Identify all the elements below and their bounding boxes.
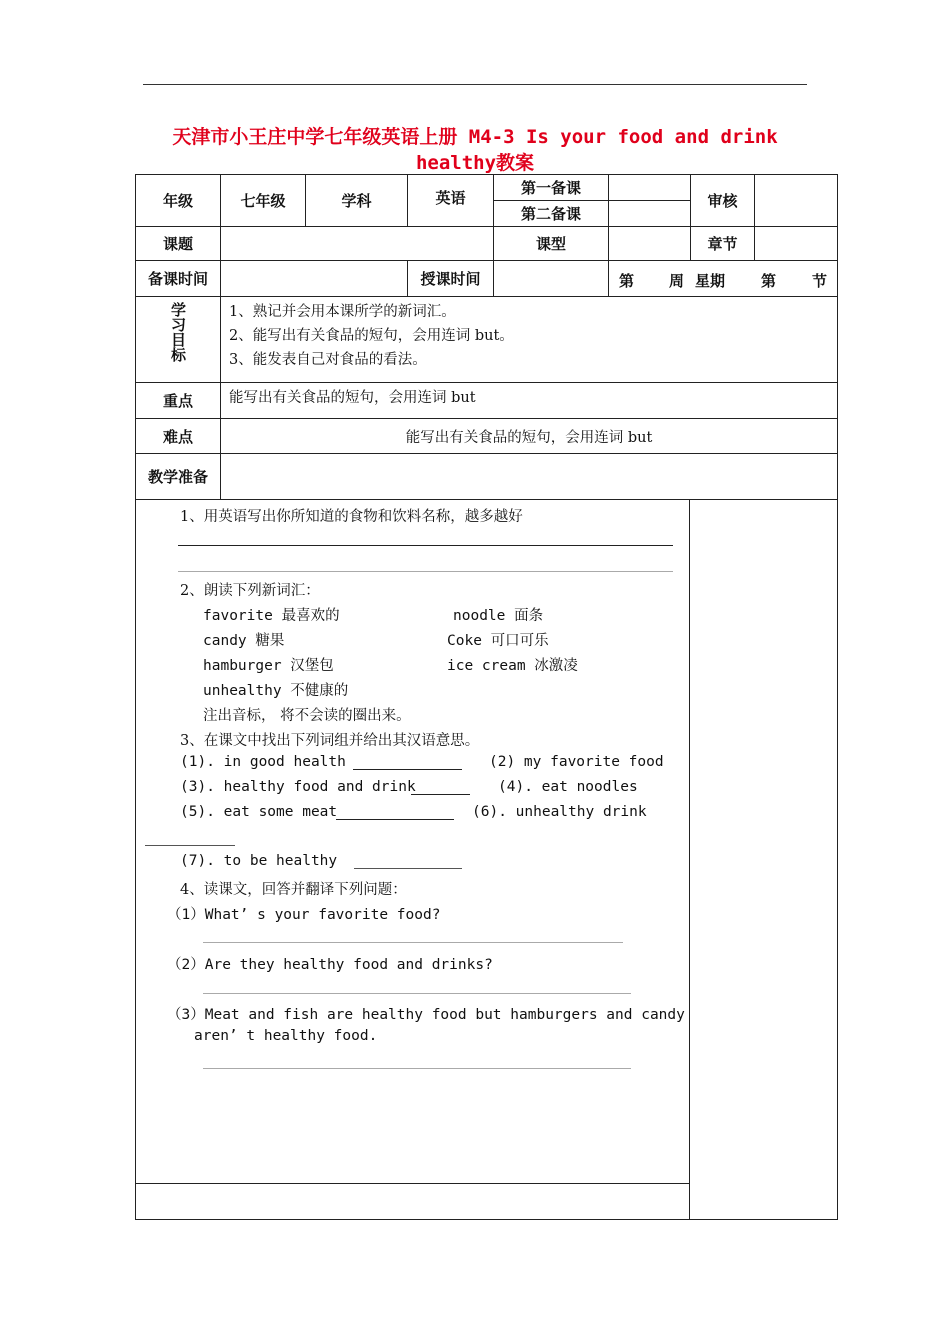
phrase-2: (2) my favorite food (489, 754, 664, 770)
reading-question-2: （2）Are they healthy food and drinks? (167, 957, 493, 973)
question-1: 1、用英语写出你所知道的食物和饮料名称，越多越好 (180, 509, 523, 525)
vocab-note: 注出音标， 将不会读的圈出来。 (203, 708, 411, 724)
lesson-type-label: 课型 (535, 235, 566, 253)
key-point-label: 重点 (162, 392, 193, 410)
phrase-5: (5). eat some meat (180, 804, 338, 820)
question-3: 3、在课文中找出下列词组并给出其汉语意思。 (180, 733, 480, 749)
subject-value: 英语 (435, 188, 466, 207)
title-line-1: 天津市小王庄中学七年级英语上册 M4-3 Is your food and drink (172, 126, 778, 148)
vocab-ice-cream: ice cream 冰激凌 (447, 658, 578, 674)
vocab-coke: Coke 可口可乐 (447, 633, 549, 649)
week-jie: 节 (812, 272, 828, 290)
vocab-favorite: favorite 最喜欢的 (203, 608, 340, 624)
answer-line-2 (178, 571, 673, 572)
chapter-label: 章节 (707, 235, 738, 253)
phrase-7: (7). to be healthy (180, 853, 338, 869)
reading-question-1: （1）What’ s your favorite food? (167, 907, 441, 923)
reading-answer-line-1 (203, 942, 623, 943)
phrase-1-blank (353, 769, 462, 770)
teach-time-label: 授课时间 (420, 270, 481, 288)
phrase-6: (6). unhealthy drink (472, 804, 647, 820)
vocab-unhealthy: unhealthy 不健康的 (203, 683, 349, 699)
phrase-4: (4). eat noodles (498, 779, 638, 795)
subject-label: 学科 (341, 192, 372, 210)
week-di-2: 第 (761, 272, 777, 290)
goal-item-3: 3、能发表自己对食品的看法。 (229, 352, 427, 368)
difficult-point-label: 难点 (162, 427, 193, 446)
week-zhou: 周 (669, 272, 685, 290)
review-label: 审核 (707, 192, 738, 210)
prep-time-label: 备课时间 (147, 270, 208, 288)
reading-answer-line-3 (203, 1068, 631, 1069)
phrase-3: (3). healthy food and drink (180, 779, 416, 795)
grade-label: 年级 (162, 192, 193, 210)
first-prep-label: 第一备课 (520, 179, 581, 197)
phrase-5-blank (336, 819, 454, 820)
difficult-point-value: 能写出有关食品的短句，会用连词 but (405, 429, 653, 446)
goal-item-1: 1、熟记并会用本课所学的新词汇。 (229, 304, 456, 320)
reading-answer-line-2 (203, 993, 631, 994)
reading-question-3-line-1: （3）Meat and fish are healthy food but hamburgers and candy (167, 1007, 685, 1023)
second-prep-label: 第二备课 (520, 205, 581, 223)
reading-question-3-line-2: aren’ t healthy food. (194, 1028, 378, 1044)
vocab-hamburger: hamburger 汉堡包 (203, 658, 334, 674)
week-xingqi: 星期 (695, 272, 726, 290)
answer-line-1 (178, 545, 673, 546)
vocab-candy: candy 糖果 (203, 633, 285, 649)
goals-label: 学习目标 (169, 302, 187, 362)
document-title (135, 124, 815, 176)
teaching-prep-label: 教学准备 (147, 468, 208, 486)
question-2: 2、朗读下列新词汇： (180, 583, 320, 599)
key-point-value: 能写出有关食品的短句，会用连词 but (229, 390, 476, 406)
top-rule (143, 84, 807, 85)
week-period-field (609, 261, 837, 296)
topic-label: 课题 (162, 235, 193, 253)
goal-item-2: 2、能写出有关食品的短句，会用连词 but。 (229, 328, 514, 344)
title-line-2: healthy教案 (415, 152, 535, 174)
vocab-noodle: noodle 面条 (453, 608, 544, 624)
grade-value: 七年级 (240, 192, 286, 210)
phrase-6-blank (145, 845, 235, 846)
week-di-1: 第 (619, 272, 635, 290)
phrase-7-blank (354, 868, 462, 869)
question-4: 4、读课文，回答并翻译下列问题： (180, 882, 407, 898)
phrase-3-blank (411, 794, 470, 795)
phrase-1: (1). in good health (180, 754, 346, 770)
